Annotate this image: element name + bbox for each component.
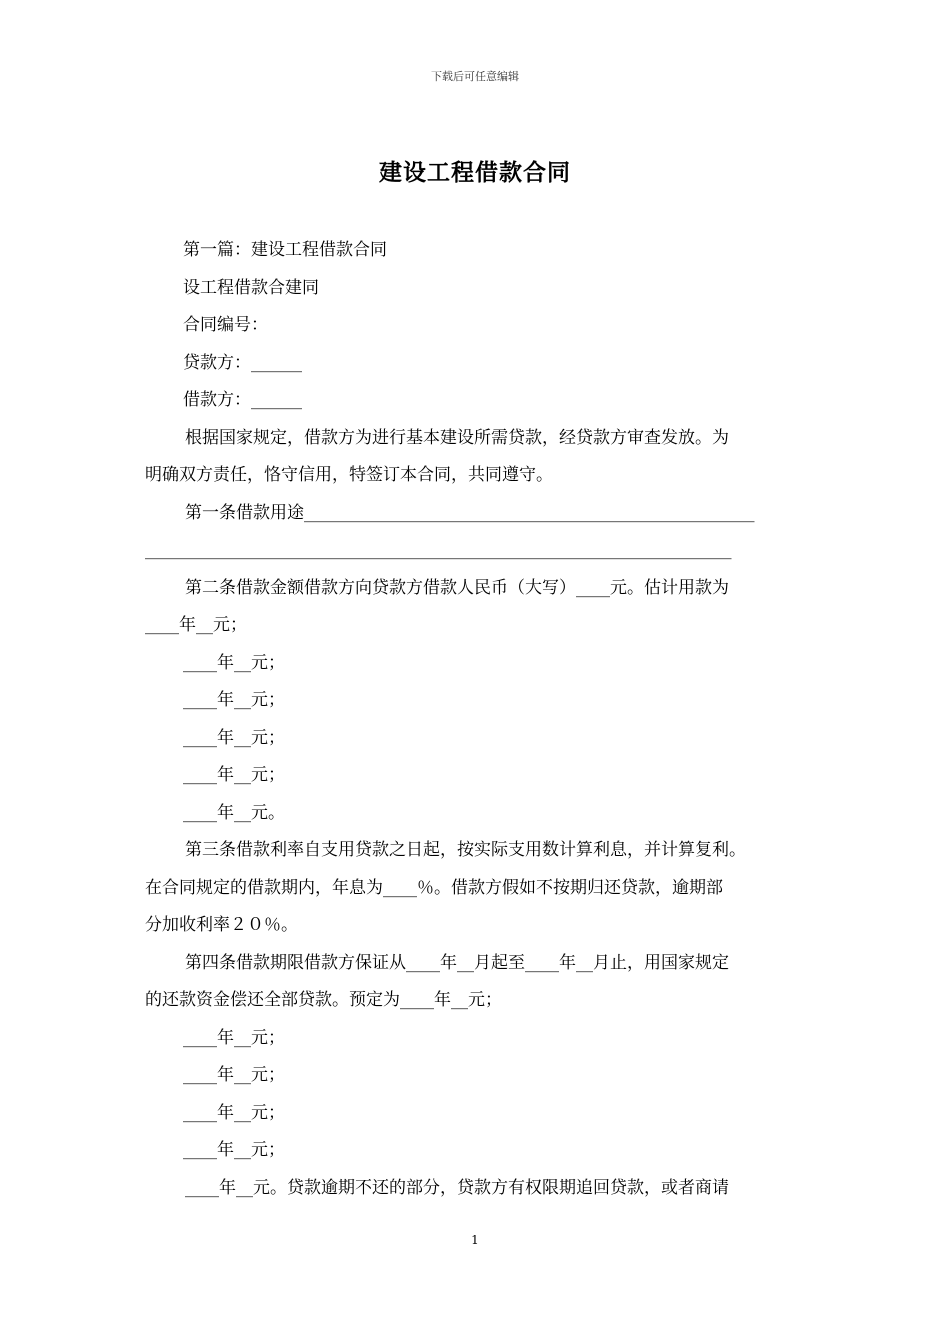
paragraph: 根据国家规定，借款方为进行基本建设所需贷款，经贷款方审查发放。为 <box>185 427 729 448</box>
document-title: 建设工程借款合同 <box>379 159 571 186</box>
paragraph: ____年__元； <box>183 1027 285 1048</box>
paragraph: 第三条借款利率自支用贷款之日起，按实际支用数计算利息，并计算复利。 <box>185 840 746 860</box>
paragraph: 设工程借款合建同 <box>183 277 319 298</box>
paragraph: 分加收利率２０％。 <box>145 915 298 935</box>
paragraph: ____年__元； <box>183 765 285 785</box>
paragraph: ____年__元； <box>183 1140 285 1160</box>
page-header: 下载后可任意编辑 <box>431 70 519 83</box>
paragraph: 合同编号： <box>183 315 268 335</box>
paragraph: 第四条借款期限借款方保证从____年__月起至____年__月止，用国家规定 <box>185 952 729 973</box>
paragraph: ____年__元； <box>183 727 285 748</box>
fill-line: _____________________________________________________________________ <box>145 540 732 560</box>
paragraph: 第二条借款金额借款方向贷款方借款人民币（大写）____元。估计用款为 <box>185 577 729 598</box>
paragraph: 第一条借款用途_____________________________________________________ <box>185 502 755 523</box>
paragraph: 借款方：______ <box>183 390 302 410</box>
paragraph: 的还款资金偿还全部贷款。预定为____年__元； <box>145 990 502 1010</box>
paragraph: ____年__元； <box>183 1102 285 1123</box>
paragraph: ____年__元； <box>183 652 285 673</box>
paragraph: 贷款方：______ <box>183 352 302 373</box>
paragraph: ____年__元； <box>145 615 247 635</box>
paragraph: ____年__元。 <box>183 802 285 823</box>
paragraph: ____年__元； <box>183 690 285 710</box>
page-number: 1 <box>471 1233 479 1247</box>
paragraph: 明确双方责任，恪守信用，特签订本合同，共同遵守。 <box>145 465 553 485</box>
document-body <box>145 232 815 1207</box>
paragraph: 在合同规定的借款期内，年息为____％。借款方假如不按期归还贷款，逾期部 <box>145 877 723 898</box>
paragraph: ____年__元； <box>183 1065 285 1085</box>
paragraph: 第一篇：建设工程借款合同 <box>183 240 387 260</box>
paragraph: ____年__元。贷款逾期不还的部分，贷款方有权限期追回贷款，或者商请 <box>185 1177 729 1198</box>
